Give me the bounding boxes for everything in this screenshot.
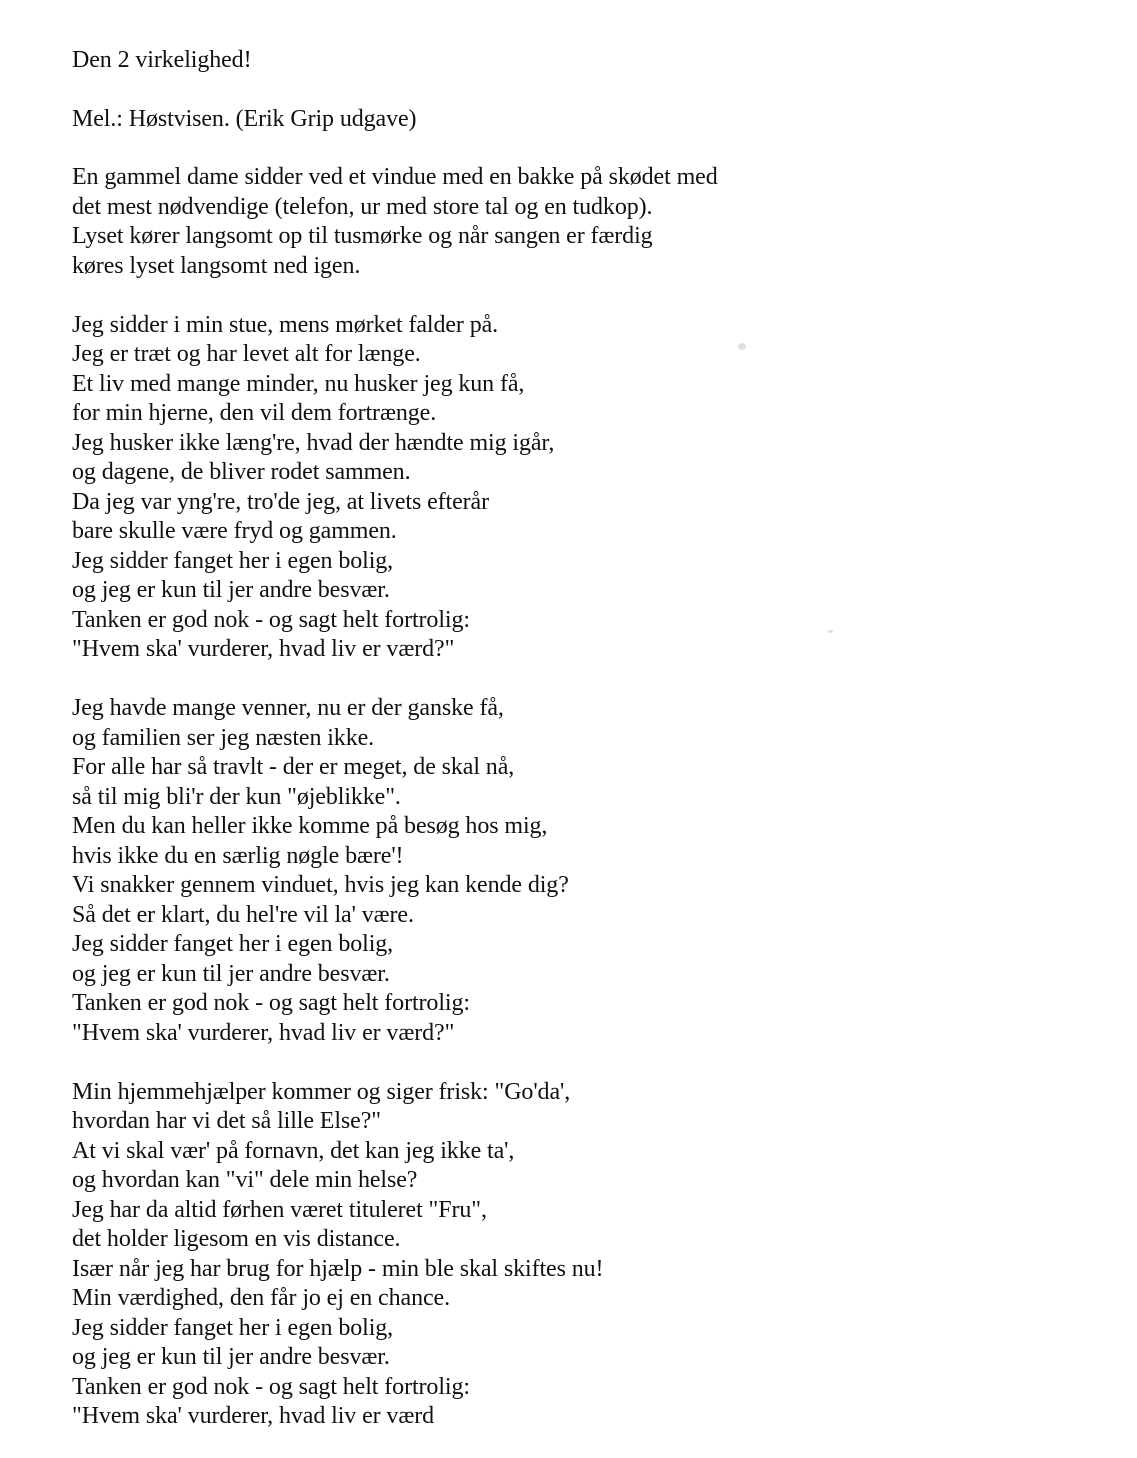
- poem-text: [72, 46, 1072, 1432]
- stage-direction-line: En gammel dame sidder ved et vindue med en bakke på skødet med: [72, 164, 718, 190]
- refrain-line: og jeg er kun til jer andre besvær.: [72, 577, 390, 603]
- refrain-line: Jeg sidder fanget her i egen bolig,: [72, 1314, 394, 1341]
- refrain-line: Tanken er god nok - og sagt helt fortrolig:: [72, 1373, 470, 1400]
- document-title: Den 2 virkelighed!: [72, 47, 252, 73]
- refrain-line: Jeg sidder fanget her i egen bolig,: [72, 931, 394, 957]
- verse-line: For alle har så travlt - der er meget, de skal nå,: [72, 754, 515, 780]
- stage-direction-line: køres lyset langsomt ned igen.: [72, 252, 361, 279]
- verse-line: Jeg er træt og har levet alt for længe.: [72, 341, 421, 367]
- verse-line: for min hjerne, den vil dem fortrænge.: [72, 400, 437, 426]
- verse-line: Så det er klart, du hel're vil la' være.: [72, 901, 414, 928]
- refrain-line: Tanken er god nok - og sagt helt fortrolig:: [72, 606, 470, 633]
- verse-line: Jeg har da altid førhen været tituleret "Fru",: [72, 1196, 487, 1223]
- verse-line: så til mig bli'r der kun "øjeblikke".: [72, 783, 401, 810]
- refrain-line: Jeg sidder fanget her i egen bolig,: [72, 547, 394, 574]
- verse-line: og familien ser jeg næsten ikke.: [72, 724, 375, 751]
- stage-direction: [72, 163, 1072, 281]
- verse-line: At vi skal vær' på fornavn, det kan jeg ikke ta',: [72, 1137, 515, 1164]
- verse-line: bare skulle være fryd og gammen.: [72, 518, 397, 544]
- verse-3: [72, 1078, 1072, 1432]
- verse-line: Min hjemmehjælper kommer og siger frisk: "Go'da',: [72, 1078, 571, 1105]
- verse-line: hvordan har vi det så lille Else?": [72, 1108, 381, 1134]
- verse-line: Jeg sidder i min stue, mens mørket falder på.: [72, 311, 499, 338]
- verse-line: Et liv med mange minder, nu husker jeg kun få,: [72, 370, 525, 397]
- verse-line: Vi snakker gennem vinduet, hvis jeg kan kende dig?: [72, 872, 569, 898]
- verse-1: [72, 311, 1072, 665]
- refrain-line: "Hvem ska' vurderer, hvad liv er værd?": [72, 636, 455, 662]
- verse-line: Jeg havde mange venner, nu er der ganske få,: [72, 695, 504, 721]
- verse-line: Især når jeg har brug for hjælp - min ble skal skiftes nu!: [72, 1255, 604, 1282]
- stage-direction-line: Lyset kører langsomt op til tusmørke og når sangen er færdig: [72, 223, 653, 249]
- verse-line: Min værdighed, den får jo ej en chance.: [72, 1285, 450, 1311]
- verse-line: hvis ikke du en særlig nøgle bære'!: [72, 842, 404, 869]
- verse-line: Men du kan heller ikke komme på besøg hos mig,: [72, 813, 548, 839]
- verse-line: og dagene, de bliver rodet sammen.: [72, 459, 411, 485]
- verse-line: Da jeg var yng're, tro'de jeg, at livets efterår: [72, 488, 489, 515]
- verse-line: Jeg husker ikke læng're, hvad der hændte mig igår,: [72, 429, 555, 456]
- verse-line: og hvordan kan "vi" dele min helse?: [72, 1167, 418, 1193]
- melody-line: Mel.: Høstvisen. (Erik Grip udgave): [72, 105, 417, 132]
- verse-line: det holder ligesom en vis distance.: [72, 1226, 401, 1252]
- refrain-line: Tanken er god nok - og sagt helt fortrolig:: [72, 990, 470, 1016]
- refrain-line: "Hvem ska' vurderer, hvad liv er værd: [72, 1403, 435, 1429]
- refrain-line: "Hvem ska' vurderer, hvad liv er værd?": [72, 1019, 455, 1046]
- refrain-line: og jeg er kun til jer andre besvær.: [72, 960, 390, 987]
- stage-direction-line: det mest nødvendige (telefon, ur med store tal og en tudkop).: [72, 193, 653, 220]
- verse-2: [72, 694, 1072, 1048]
- refrain-line: og jeg er kun til jer andre besvær.: [72, 1344, 390, 1370]
